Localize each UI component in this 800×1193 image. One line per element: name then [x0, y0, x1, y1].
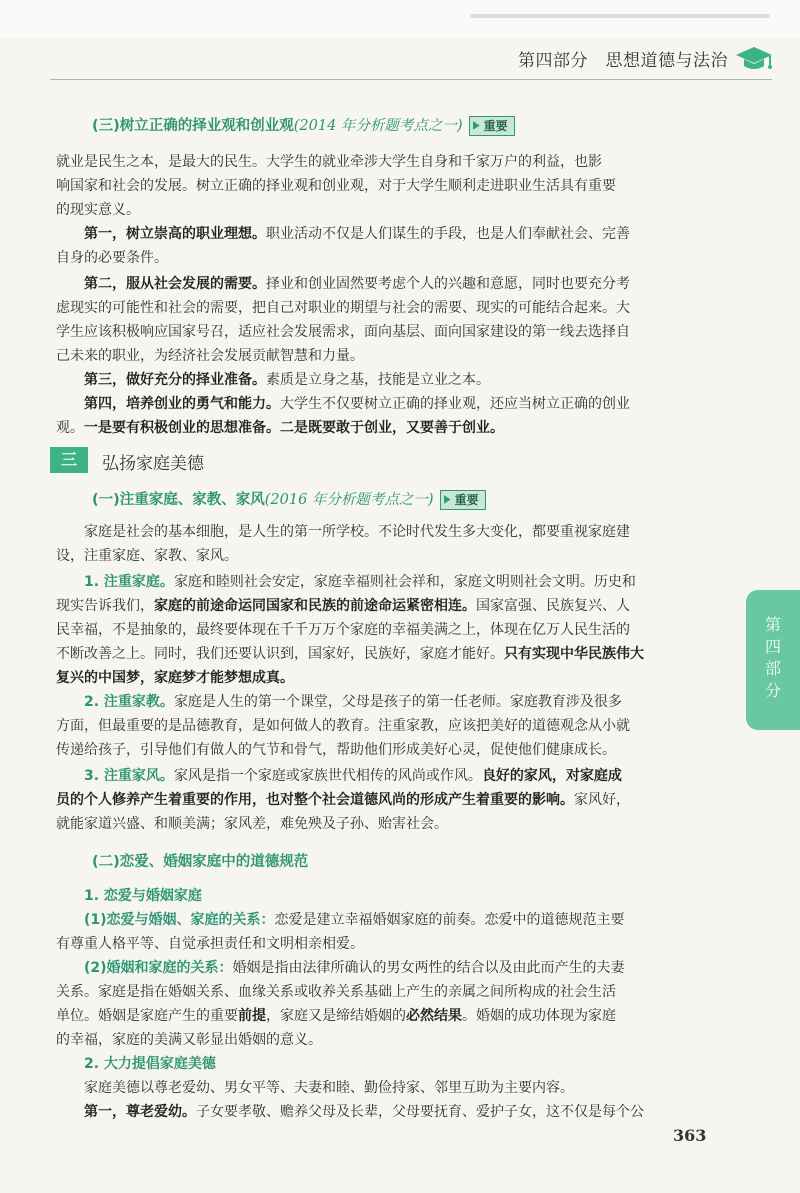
- subsection-heading: [92, 488, 486, 510]
- item-text: 家庭和睦则社会安定，家庭幸福则社会祥和，家庭文明则社会文明。历史和: [173, 574, 636, 590]
- point-text: 子女要孝敬、赡养父母及长辈，父母要抚育、爱护子女，这不仅是每个公: [196, 1104, 644, 1120]
- top-strip: [0, 0, 800, 38]
- faded-running-text: [470, 14, 770, 18]
- paragraph-line: [56, 644, 644, 664]
- paragraph-line: [56, 1006, 616, 1026]
- text-run-bold: 家庭的前途命运同国家和民族的前途命运紧密相连。: [154, 598, 476, 614]
- point-text: 职业活动不仅是人们谋生的手段，也是人们奉献社会、完善: [266, 226, 630, 242]
- point-lead: 第一，尊老爱幼。: [84, 1104, 196, 1120]
- paragraph-line: 家庭是社会的基本细胞，是人生的第一所学校。不论时代发生多大变化，都要重视家庭建: [84, 524, 630, 540]
- subheading: 2. 大力提倡家庭美德: [84, 1056, 216, 1072]
- text-run-bold: 只有实现中华民族伟大: [504, 646, 644, 662]
- important-badge: 重要: [469, 116, 515, 136]
- text-run: 单位。婚姻是家庭产生的重要: [56, 1008, 238, 1024]
- paragraph-line: 设，注重家庭、家教、家风。: [56, 548, 238, 564]
- paragraph-line: [84, 910, 625, 930]
- text-run: 家风好，: [574, 792, 630, 808]
- paragraph-line: 方面，但最重要的是品德教育，是如何做人的教育。注重家教，应该把美好的道德观念从小就: [56, 718, 630, 734]
- paragraph-line: 传递给孩子，引导他们有做人的气节和骨气，帮助他们形成美好心灵，促使他们健康成长。: [56, 742, 616, 758]
- paragraph-line: 民幸福，不是抽象的，最终要体现在千千万万个家庭的幸福美满之上，体现在亿万人民生活的: [56, 622, 630, 638]
- paragraph-line: 家庭美德以尊老爱幼、男女平等、夫妻和睦、勤俭持家、邻里互助为主要内容。: [84, 1080, 574, 1096]
- text-run: ，家庭又是缔结婚姻的: [266, 1008, 406, 1024]
- subheading: 1. 恋爱与婚姻家庭: [84, 888, 202, 904]
- text-run: 观。: [56, 420, 84, 436]
- item-label: (2)婚姻和家庭的关系：: [84, 960, 233, 976]
- item-label: 2. 注重家教。: [84, 694, 174, 710]
- item-text: 恋爱是建立幸福婚姻家庭的前奏。恋爱中的道德规范主要: [274, 912, 625, 928]
- text-run-bold: 必然结果: [406, 1008, 462, 1024]
- paragraph-line: [56, 790, 630, 810]
- subsection-heading: (二)恋爱、婚姻家庭中的道德规范: [92, 854, 309, 870]
- subsection-title: (一)注重家庭、家教、家风: [92, 492, 265, 508]
- item-text: 家风是指一个家庭或家族世代相传的风尚或作风。: [173, 768, 482, 784]
- point-lead: 第四，培养创业的勇气和能力。: [84, 396, 280, 412]
- paragraph-line: [84, 572, 636, 592]
- paragraph-line: [84, 958, 625, 978]
- item-text: 家庭是人生的第一个课堂，父母是孩子的第一任老师。家庭教育涉及很多: [173, 694, 622, 710]
- point-text: 大学生不仅要树立正确的择业观，还应当树立正确的创业: [280, 396, 630, 412]
- paragraph-line: [84, 1102, 644, 1122]
- item-text: 婚姻是指由法律所确认的男女两性的结合以及由此而产生的夫妻: [232, 960, 625, 976]
- point-text: 择业和创业固然要考虑个人的兴趣和意愿，同时也要充分考: [266, 276, 630, 292]
- point-text: 素质是立身之基，技能是立业之本。: [266, 372, 490, 388]
- item-label: 1. 注重家庭。: [84, 574, 174, 590]
- paragraph-line: [84, 394, 630, 414]
- section-title: 弘扬家庭美德: [102, 454, 204, 474]
- section-underline: [280, 459, 770, 462]
- exam-note: (2016 年分析题考点之一): [264, 492, 434, 508]
- paragraph-line: 的现实意义。: [56, 202, 140, 218]
- item-label: (1)恋爱与婚姻、家庭的关系：: [84, 912, 275, 928]
- paragraph-line: [56, 418, 504, 438]
- paragraph-line: [84, 224, 630, 244]
- subsection-heading: [92, 114, 515, 136]
- section-number: 三: [50, 447, 88, 473]
- text-run-bold: 前提: [238, 1008, 266, 1024]
- paragraph-line: 虑现实的可能性和社会的需要，把自己对职业的期望与社会的需要、现实的可能结合起来。大: [56, 300, 630, 316]
- text-run: 不断改善之上。同时，我们还要认识到，国家好，民族好，家庭才能好。: [56, 646, 504, 662]
- paragraph-line: 有尊重人格平等、自觉承担责任和文明相亲相爱。: [56, 936, 364, 952]
- subsection-title: (三)树立正确的择业观和创业观: [92, 118, 294, 134]
- paragraph-line: [84, 766, 622, 786]
- paragraph-line: 学生应该积极响应国家号召，适应社会发展需求，面向基层、面向国家建设的第一线去选择自: [56, 324, 630, 340]
- text-run: 国家富强、民族复兴、人: [476, 598, 630, 614]
- paragraph-line: [84, 274, 630, 294]
- text-run: 现实告诉我们，: [56, 598, 154, 614]
- part-title: 第四部分 思想道德与法治: [518, 51, 728, 71]
- side-tab-label: 第 四 部 分: [764, 615, 781, 700]
- paragraph-line: [56, 596, 630, 616]
- point-lead: 第一，树立崇高的职业理想。: [84, 226, 266, 242]
- text-run-bold: 一是要有积极创业的思想准备。二是既要敢于创业，又要善于创业。: [84, 420, 504, 436]
- page-number: 363: [673, 1126, 707, 1145]
- paragraph-line: 复兴的中国梦，家庭梦才能梦想成真。: [56, 670, 294, 686]
- item-label: 3. 注重家风。: [84, 768, 174, 784]
- paragraph-line: 自身的必要条件。: [56, 250, 168, 266]
- running-header: [480, 44, 780, 74]
- exam-note: (2014 年分析题考点之一): [293, 118, 463, 134]
- text-run-bold: 员的个人修养产生着重要的作用，也对整个社会道德风尚的形成产生着重要的影响。: [56, 792, 574, 808]
- graduation-cap-icon: [734, 44, 774, 74]
- paragraph-line: 己未来的职业，为经济社会发展贡献智慧和力量。: [56, 348, 364, 364]
- text-run: 。婚姻的成功体现为家庭: [462, 1008, 616, 1024]
- paragraph-line: [84, 692, 622, 712]
- paragraph-line: 就业是民生之本，是最大的民生。大学生的就业牵涉大学生自身和千家万户的利益，也影: [56, 154, 602, 170]
- chapter-side-tab: [746, 590, 800, 730]
- paragraph-line: 的幸福，家庭的美满又彰显出婚姻的意义。: [56, 1032, 322, 1048]
- point-lead: 第二，服从社会发展的需要。: [84, 276, 266, 292]
- text-run-bold: 良好的家风，对家庭成: [481, 768, 622, 784]
- paragraph-line: 响国家和社会的发展。树立正确的择业观和创业观，对于大学生顺利走进职业生活具有重要: [56, 178, 616, 194]
- header-rule: [50, 79, 772, 80]
- paragraph-line: 关系。家庭是指在婚姻关系、血缘关系或收养关系基础上产生的亲属之间所构成的社会生活: [56, 984, 616, 1000]
- important-badge: 重要: [440, 490, 486, 510]
- paragraph-line: 就能家道兴盛、和顺美满；家风差，难免殃及子孙、贻害社会。: [56, 816, 448, 832]
- paragraph-line: [84, 370, 490, 390]
- point-lead: 第三，做好充分的择业准备。: [84, 372, 266, 388]
